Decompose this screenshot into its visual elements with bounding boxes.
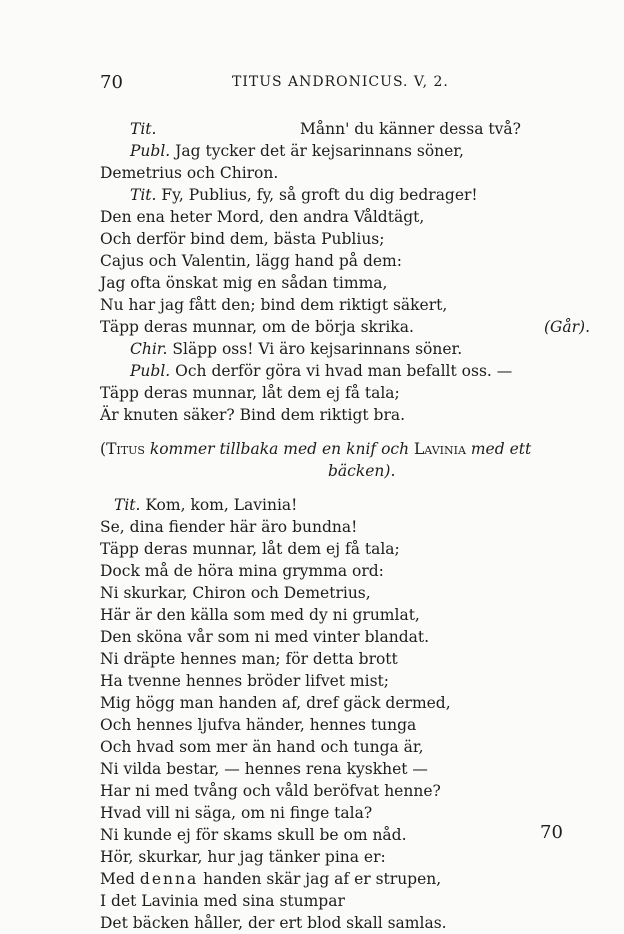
verse-line: Det bäcken håller, der ert blod skall samlas. [100, 914, 447, 932]
verse-line: Ni skurkar, Chiron och Demetrius, [100, 584, 371, 602]
page-header [100, 72, 580, 96]
line-text: Månn' du känner dessa två? [300, 120, 521, 138]
dialogue-line [100, 360, 590, 382]
verse-line: Hör, skurkar, hur jag tänker pina er: [100, 848, 386, 866]
verse-line: Täpp deras munnar, låt dem ej få tala; [100, 384, 400, 402]
verse-line: Nu har jag fått den; bind dem riktigt säkert, [100, 296, 448, 314]
character-name: Lavinia [414, 440, 466, 458]
verse-line: Dock må de höra mina grymma ord: [100, 562, 384, 580]
verse-line [100, 316, 590, 338]
page-number-bottom: 70 [540, 822, 563, 843]
verse-line: Är knuten säker? Bind dem riktigt bra. [100, 406, 406, 424]
dialogue-line [100, 338, 590, 360]
verse-line: Här är den källa som med dy ni grumlat, [100, 606, 420, 624]
running-title: TITUS ANDRONICUS. V, 2. [232, 74, 449, 90]
verse-line: Och hennes ljufva händer, hennes tunga [100, 716, 417, 734]
verse-line: Och hvad som mer än hand och tunga är, [100, 738, 424, 756]
play-text [100, 118, 590, 934]
verse-line: Den ena heter Mord, den andra Våldtägt, [100, 208, 425, 226]
dialogue-line [100, 140, 590, 162]
speaker-name: Tit. [130, 120, 157, 138]
verse-line: Cajus och Valentin, lägg hand på dem: [100, 252, 402, 270]
dialogue-line [100, 184, 590, 206]
speaker-name: Chir. [130, 340, 168, 358]
page-number-top: 70 [100, 72, 123, 93]
verse-line: Den sköna vår som ni med vinter blandat. [100, 628, 430, 646]
verse-line: Ni kunde ej för skams skull be om nåd. [100, 826, 407, 844]
speaker-name: Tit. [114, 496, 141, 514]
verse-line: Jag ofta önskat mig en sådan timma, [100, 274, 388, 292]
stage-direction-continued: bäcken). [328, 462, 396, 480]
verse-line: Ha tvenne hennes bröder lifvet mist; [100, 672, 389, 690]
line-text: Fy, Publius, fy, så groft du dig bedrager! [161, 186, 478, 204]
verse-line: I det Lavinia med sina stumpar [100, 892, 345, 910]
speaker-name: Publ. [130, 362, 171, 380]
verse-line: Hvad vill ni säga, om ni finge tala? [100, 804, 373, 822]
verse-line: Har ni med tvång och våld beröfvat henne? [100, 782, 441, 800]
stage-direction-exit: (Går). [543, 318, 590, 336]
verse-line: Se, dina fiender här äro bundna! [100, 518, 358, 536]
line-text: Släpp oss! Vi äro kejsarinnans söner. [172, 340, 463, 358]
speaker-name: Publ. [130, 142, 171, 160]
emphasized-word: denna [139, 870, 199, 888]
speaker-name: Tit. [130, 186, 157, 204]
line-text: Jag tycker det är kejsarinnans söner, [175, 142, 464, 160]
verse-line: Mig högg man handen af, dref gäck dermed, [100, 694, 451, 712]
verse-line: Ni vilda bestar, — hennes rena kyskhet — [100, 760, 428, 778]
dialogue-line [100, 118, 590, 140]
verse-line: Ni dräpte hennes man; för detta brott [100, 650, 398, 668]
verse-line: Täpp deras munnar, låt dem ej få tala; [100, 540, 400, 558]
verse-line: Demetrius och Chiron. [100, 164, 279, 182]
verse-line: Med denna handen skär jag af er strupen, [100, 870, 442, 888]
character-name: Titus [106, 440, 145, 458]
line-text: Täpp deras munnar, om de börja skrika. [100, 318, 414, 336]
dialogue-line [100, 494, 590, 516]
line-text: Kom, kom, Lavinia! [145, 496, 298, 514]
line-text: Och derför göra vi hvad man befallt oss. — [175, 362, 513, 380]
verse-line: Och derför bind dem, bästa Publius; [100, 230, 385, 248]
stage-direction: (Titus kommer tillbaka med en knif och Lavinia med ett [100, 440, 532, 458]
